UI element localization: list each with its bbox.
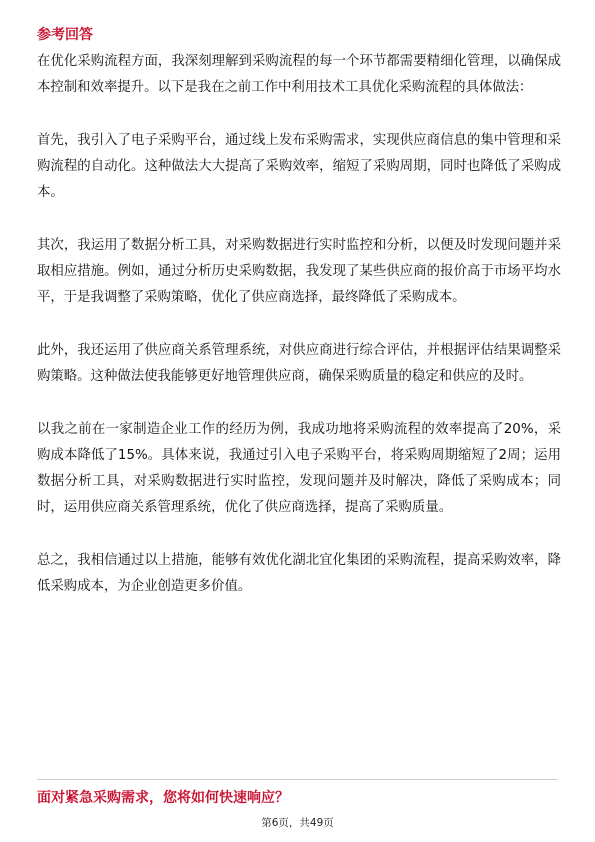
paragraph-example: 以我之前在一家制造企业工作的经历为例，我成功地将采购流程的效率提高了20%，采购成本降低了15%。具体来说，我通过引入电子采购平台，将采购周期缩短了2周；运用数据分析工具，对采购数据进行实时监控，发现问题并及时解决，降低了采购成本；同时，运用供应商关系管理系统，优化了供应商选择，提高了采购质量。 <box>37 422 561 515</box>
page-footer: 第6页，共49页 <box>261 817 334 829</box>
section-divider <box>37 779 558 780</box>
answer-body <box>37 49 561 627</box>
paragraph-intro: 在优化采购流程方面，我深刻理解到采购流程的每一个环节都需要精细化管理，以确保成本控制和效率提升。以下是我在之前工作中利用技术工具优化采购流程的具体做法： <box>37 54 561 95</box>
paragraph-summary: 总之，我相信通过以上措施，能够有效优化湖北宜化集团的采购流程，提高采购效率，降低采购成本，为企业创造更多价值。 <box>37 553 561 594</box>
paragraph-third: 此外，我还运用了供应商关系管理系统，对供应商进行综合评估，并根据评估结果调整采购策略。这种做法使我能够更好地管理供应商，确保采购质量的稳定和供应的及时。 <box>37 343 561 384</box>
next-question-heading: 面对紧急采购需求，您将如何快速响应？ <box>37 790 289 806</box>
section-heading: 参考回答 <box>37 27 93 43</box>
paragraph-second: 其次，我运用了数据分析工具，对采购数据进行实时监控和分析，以便及时发现问题并采取相应措施。例如，通过分析历史采购数据，我发现了某些供应商的报价高于市场平均水平，于是我调整了采购策略，优化了供应商选择，最终降低了采购成本。 <box>37 238 561 305</box>
paragraph-first: 首先，我引入了电子采购平台，通过线上发布采购需求，实现供应商信息的集中管理和采购流程的自动化。这种做法大大提高了采购效率，缩短了采购周期，同时也降低了采购成本。 <box>37 133 561 200</box>
